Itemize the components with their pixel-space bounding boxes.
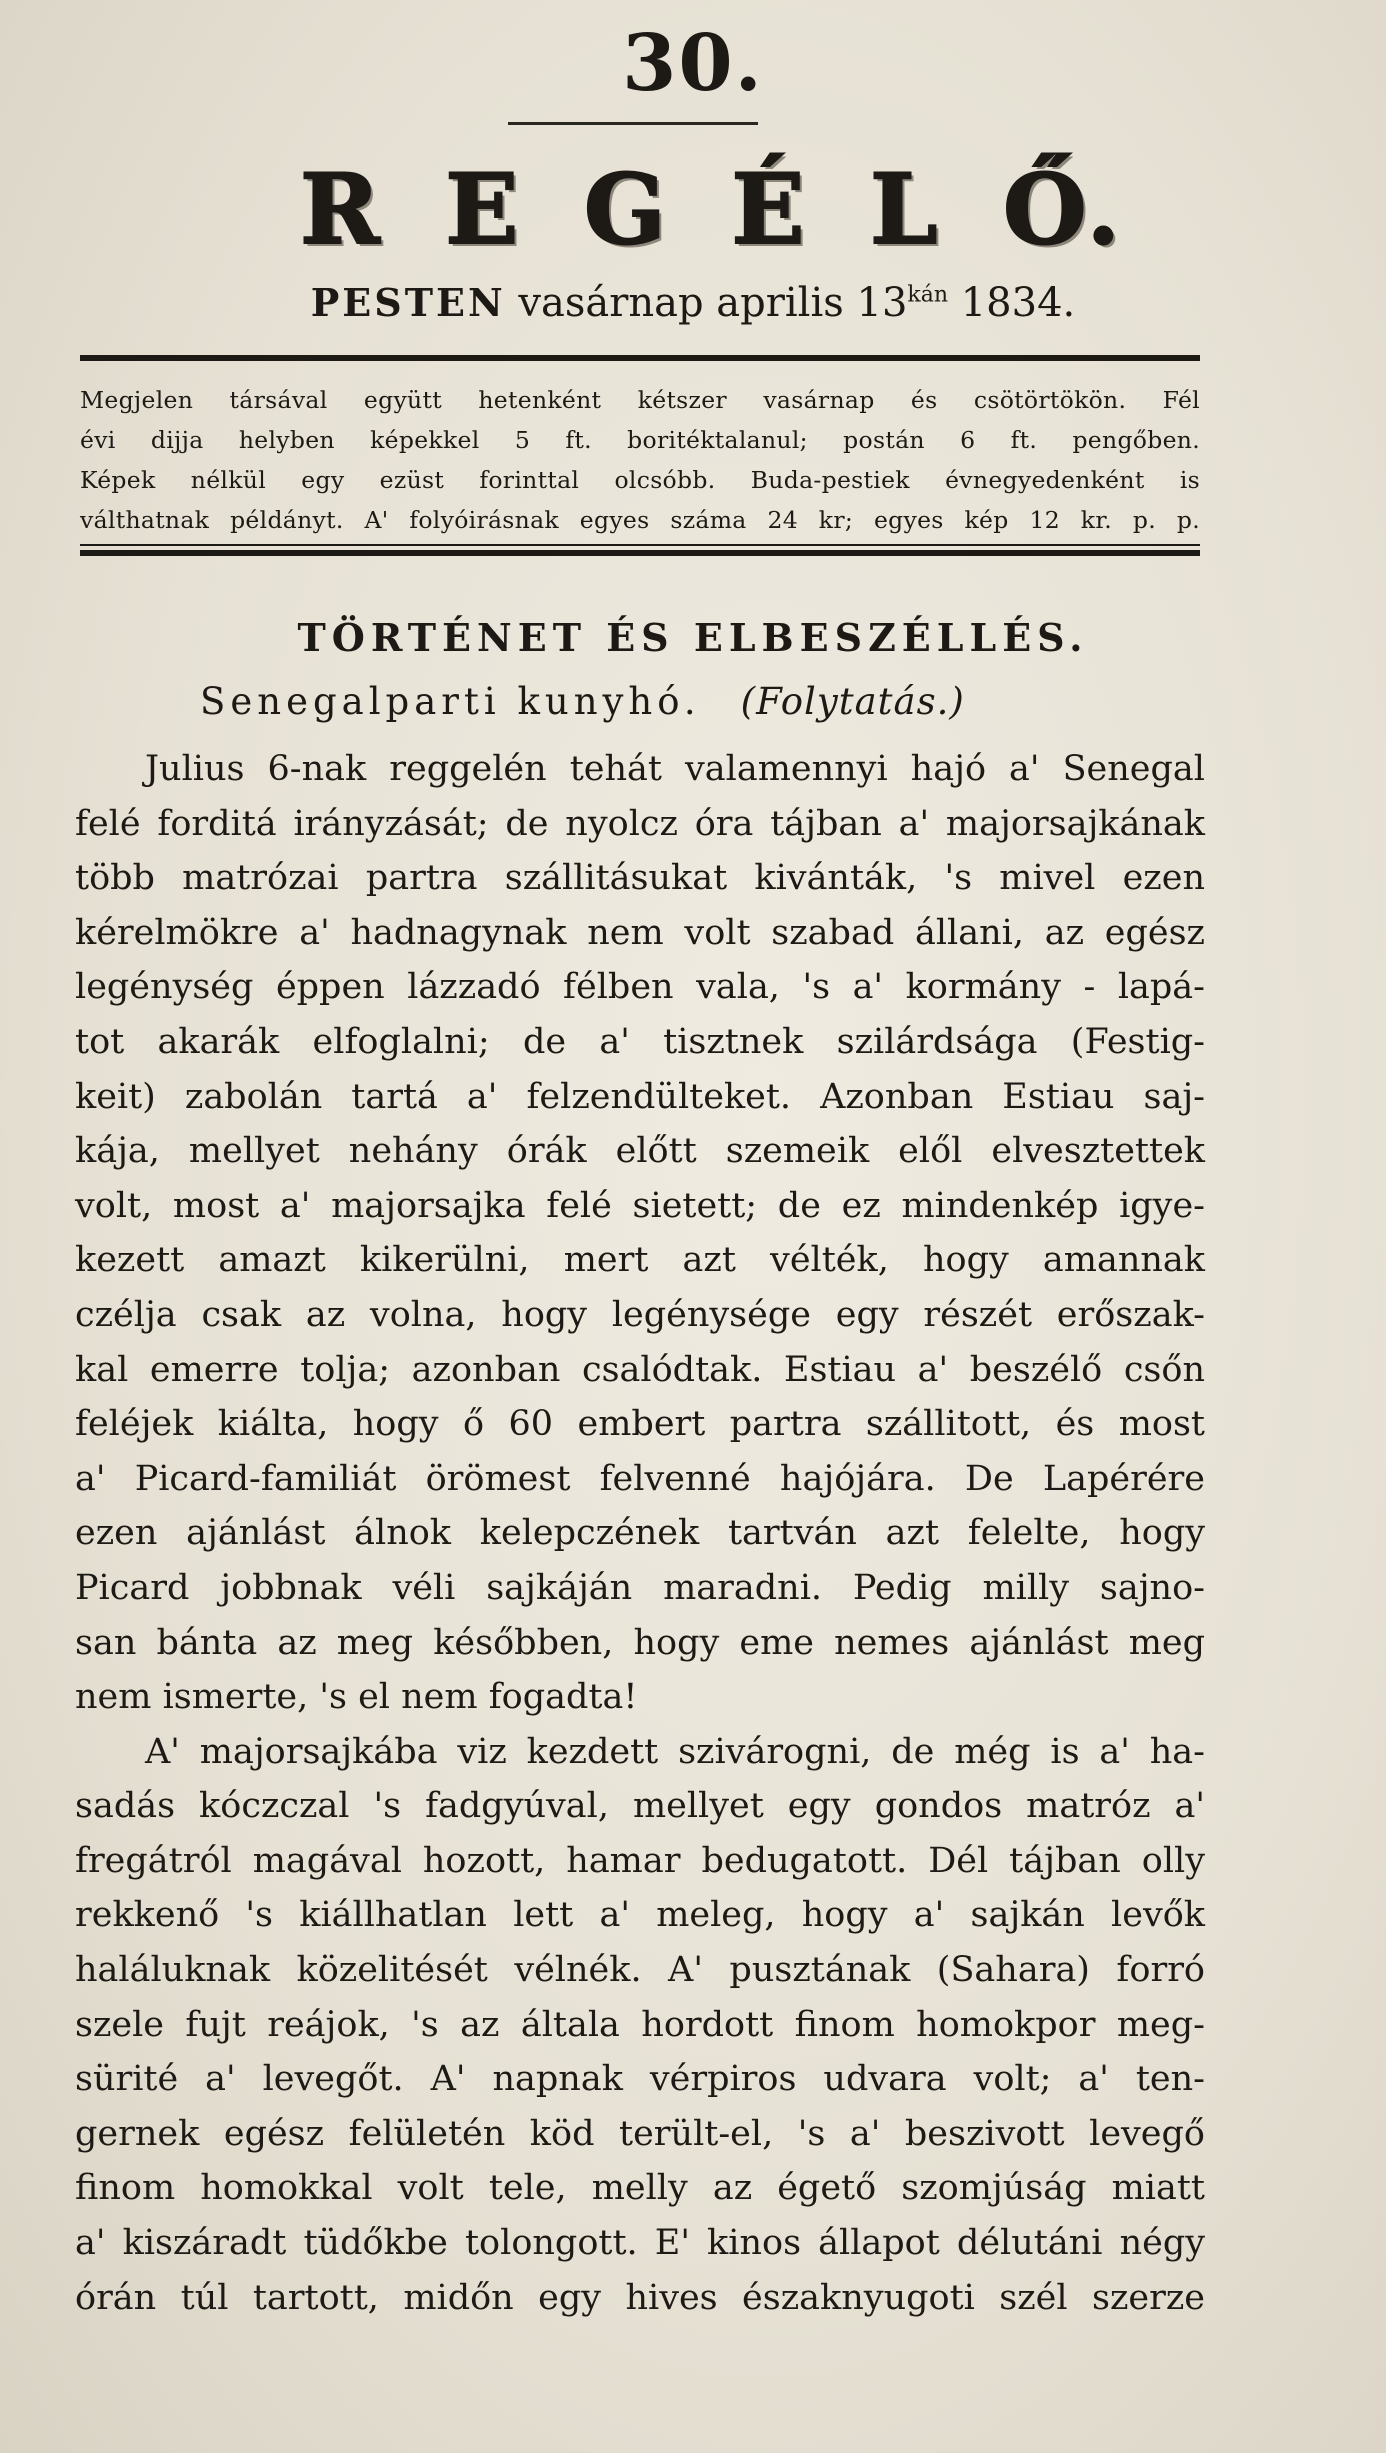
text-line: sürité a' levegőt. A' napnak vérpiros udvara volt; a' ten- — [75, 2059, 1205, 2100]
dateline-year: 1834. — [960, 280, 1076, 326]
text-line: a' Picard-familiát örömest felvenné hajójára. De Lapérére — [75, 1458, 1205, 1499]
notice-line: válthatnak példányt. A' folyóirásnak egyes száma 24 kr; egyes kép 12 kr. p. p. — [80, 506, 1200, 534]
text-line: felé forditá irányzását; de nyolcz óra tájban a' majorsajkának — [75, 803, 1205, 844]
text-line: san bánta az meg későbben, hogy eme nemes ajánlást meg — [75, 1622, 1205, 1663]
text-line: A' majorsajkába viz kezdett szivárogni, de még is a' ha- — [145, 1731, 1205, 1772]
text-line: czélja csak az volna, hogy legénysége egy részét erőszak- — [75, 1294, 1205, 1335]
text-line: kája, mellyet nehány órák előtt szemeik elől elvesztettek — [75, 1131, 1205, 1172]
text-line: kezett amazt kikerülni, mert azt vélték, hogy amannak — [75, 1240, 1205, 1281]
text-line: keit) zabolán tartá a' felzendülteket. Azonban Estiau saj- — [75, 1076, 1205, 1117]
text-line: szele fujt reájok, 's az általa hordott finom homokpor meg- — [75, 2004, 1205, 2045]
dateline-date: vasárnap aprilis 13 — [518, 280, 908, 326]
masthead-letter: G — [583, 153, 666, 266]
dateline-city: PESTEN — [310, 280, 506, 325]
text-line: rekkenő 's kiállhatlan lett a' meleg, hogy a' sajkán levők — [75, 1895, 1205, 1936]
masthead-letter: É — [731, 153, 805, 266]
section-title: TÖRTÉNET ÉS ELBESZÉLLÉS. — [297, 615, 1089, 660]
notice-line: évi dijja helyben képekkel 5 ft. boritéktalanul; postán 6 ft. pengőben. — [80, 426, 1200, 454]
text-line: órán túl tartott, midőn egy hives északnyugoti szél szerze — [75, 2277, 1205, 2318]
text-line: fregátról magával hozott, hamar bedugatott. Dél tájban olly — [75, 1840, 1205, 1881]
text-line: Picard jobbnak véli sajkáján maradni. Pedig milly sajno- — [75, 1567, 1205, 1608]
text-line: nem ismerte, 's el nem fogadta! — [75, 1677, 638, 1718]
notice-rule-thick — [80, 550, 1200, 556]
text-line: haláluknak közelitését vélnék. A' pusztának (Sahara) forró — [75, 1950, 1205, 1991]
issue-rule — [508, 122, 758, 125]
dateline-superscript: kán — [907, 282, 949, 308]
text-line: legénység éppen lázzadó félben vala, 's a' kormány - lapá- — [75, 967, 1205, 1008]
text-line: több matrózai partra szállitásukat kivánták, 's mivel ezen — [75, 858, 1205, 899]
text-line: a' kiszáradt tüdőkbe tolongott. E' kinos állapot délutáni négy — [75, 2223, 1205, 2264]
text-line: kal emerre tolja; azonban csalódtak. Estiau a' beszélő csőn — [75, 1349, 1205, 1390]
notice-line: Megjelen társával együtt hetenként kétszer vasárnap és csötörtökön. Fél — [80, 386, 1200, 414]
issue-number: 30. — [622, 18, 764, 109]
text-line: volt, most a' majorsajka felé sietett; de ez mindenkép igye- — [75, 1185, 1205, 1226]
masthead-letter: R — [300, 153, 380, 266]
article-title-line — [200, 680, 1200, 723]
text-line: gernek egész felületén köd terült-el, 's a' beszivott levegő — [75, 2113, 1205, 2154]
text-line: Julius 6-nak reggelén tehát valamennyi hajó a' Senegal — [145, 749, 1205, 789]
article-body — [75, 742, 1205, 2325]
text-line: tot akarák elfoglalni; de a' tisztnek szilárdsága (Festig- — [75, 1021, 1205, 1062]
text-line: kérelmökre a' hadnagynak nem volt szabad állani, az egész — [75, 912, 1205, 953]
masthead-letter: L — [869, 153, 938, 266]
text-line: finom homokkal volt tele, melly az égető szomjúság miatt — [75, 2168, 1205, 2209]
masthead-letter: E — [445, 153, 519, 266]
text-line: feléjek kiálta, hogy ő 60 embert partra szállitott, és most — [75, 1404, 1205, 1445]
top-rule — [80, 355, 1200, 361]
masthead — [300, 150, 1120, 270]
article-continuation: (Folytatás.) — [740, 680, 965, 723]
text-line: sadás kóczczal 's fadgyúval, mellyet egy gondos matróz a' — [75, 1786, 1205, 1827]
text-line: ezen ajánlást álnok kelepczének tartván azt felelte, hogy — [75, 1513, 1205, 1554]
subscription-notice — [80, 380, 1200, 540]
article-title: Senegalparti kunyhó. — [200, 680, 701, 723]
dateline — [0, 280, 1386, 326]
masthead-letter: Ő. — [1002, 153, 1120, 266]
notice-rule-thin — [80, 544, 1200, 546]
notice-line: Képek nélkül egy ezüst forinttal olcsóbb. Buda-pestiek évnegyedenként is — [80, 466, 1200, 494]
